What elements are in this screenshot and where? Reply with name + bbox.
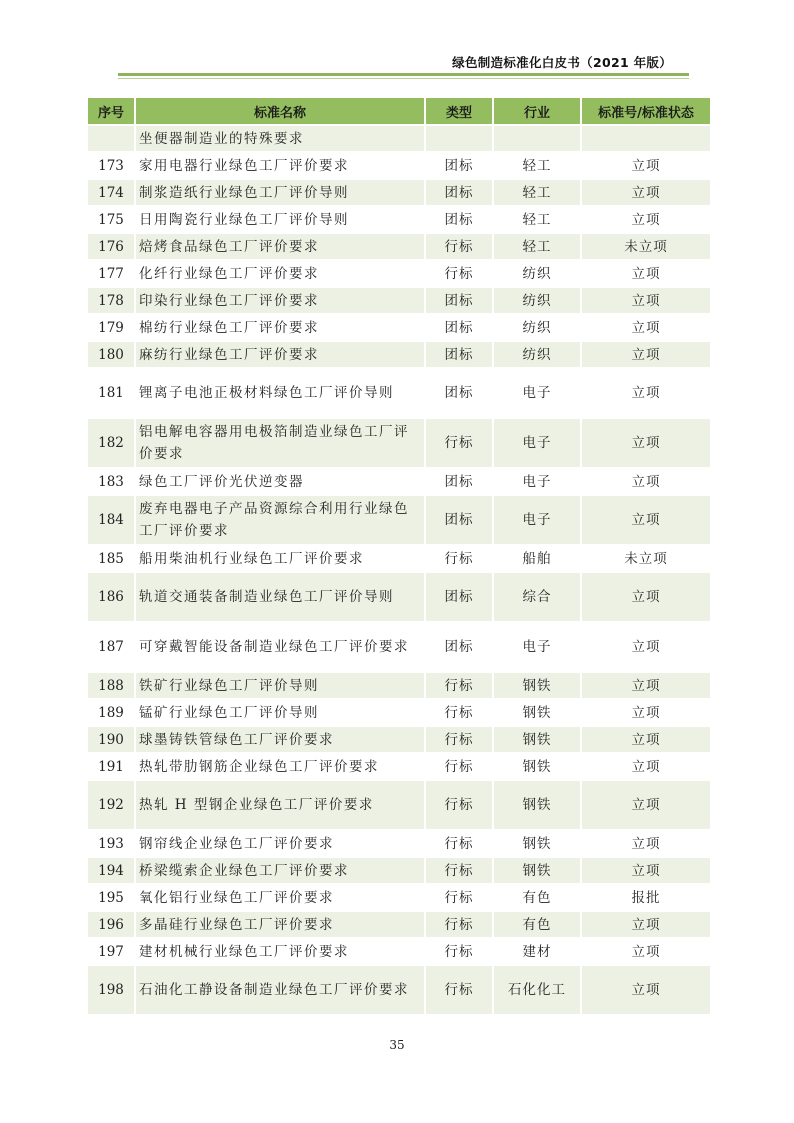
- table-row: [88, 234, 710, 259]
- cell-index: 186: [88, 573, 134, 621]
- cell-status: 立项: [582, 207, 710, 232]
- cell-type: 行标: [426, 831, 492, 856]
- cell-index: 183: [88, 469, 134, 494]
- cell-industry: 电子: [494, 419, 580, 467]
- cell-type: 团标: [426, 369, 492, 417]
- cell-industry: 钢铁: [494, 754, 580, 779]
- cell-type: 行标: [426, 727, 492, 752]
- cell-status: 立项: [582, 966, 710, 1014]
- cell-status: 立项: [582, 573, 710, 621]
- table-row: [88, 754, 710, 779]
- table-row: [88, 469, 710, 494]
- cell-index: 179: [88, 315, 134, 340]
- cell-industry: 电子: [494, 623, 580, 671]
- column-header-type: 类型: [426, 98, 492, 124]
- cell-name: 铁矿行业绿色工厂评价导则: [136, 673, 424, 698]
- cell-index: 192: [88, 781, 134, 829]
- table-header-row: [88, 98, 710, 124]
- cell-industry: 轻工: [494, 207, 580, 232]
- cell-name: 热轧 H 型钢企业绿色工厂评价要求: [136, 781, 424, 829]
- cell-status: 立项: [582, 342, 710, 367]
- cell-type: 行标: [426, 419, 492, 467]
- cell-industry: 石化化工: [494, 966, 580, 1014]
- cell-type: 行标: [426, 885, 492, 910]
- cell-type: 团标: [426, 573, 492, 621]
- cell-name: 日用陶瓷行业绿色工厂评价导则: [136, 207, 424, 232]
- cell-name: 轨道交通装备制造业绿色工厂评价导则: [136, 573, 424, 621]
- table-row: [88, 342, 710, 367]
- cell-status: [582, 126, 710, 151]
- cell-name: 桥梁缆索企业绿色工厂评价要求: [136, 858, 424, 883]
- cell-status: 未立项: [582, 234, 710, 259]
- cell-index: 181: [88, 369, 134, 417]
- table-row: [88, 369, 710, 417]
- cell-status: 立项: [582, 153, 710, 178]
- cell-status: 立项: [582, 469, 710, 494]
- cell-type: 团标: [426, 180, 492, 205]
- cell-type: 团标: [426, 153, 492, 178]
- cell-index: 196: [88, 912, 134, 937]
- cell-industry: 钢铁: [494, 831, 580, 856]
- cell-industry: 纺织: [494, 315, 580, 340]
- cell-type: 行标: [426, 966, 492, 1014]
- table-row: [88, 207, 710, 232]
- cell-name: 印染行业绿色工厂评价要求: [136, 288, 424, 313]
- cell-status: 立项: [582, 180, 710, 205]
- cell-type: 行标: [426, 858, 492, 883]
- cell-industry: 纺织: [494, 288, 580, 313]
- cell-industry: 纺织: [494, 342, 580, 367]
- cell-type: [426, 126, 492, 151]
- table-row: [88, 966, 710, 1014]
- table-row: [88, 573, 710, 621]
- table-row: [88, 912, 710, 937]
- cell-industry: 电子: [494, 369, 580, 417]
- cell-status: 立项: [582, 496, 710, 544]
- cell-status: 立项: [582, 700, 710, 725]
- cell-index: 185: [88, 546, 134, 571]
- table-row: [88, 858, 710, 883]
- cell-type: 行标: [426, 700, 492, 725]
- cell-index: 194: [88, 858, 134, 883]
- header-rule: [118, 73, 689, 76]
- cell-index: 177: [88, 261, 134, 286]
- cell-name: 多晶硅行业绿色工厂评价要求: [136, 912, 424, 937]
- cell-name: 制浆造纸行业绿色工厂评价导则: [136, 180, 424, 205]
- cell-status: 立项: [582, 939, 710, 964]
- cell-name: 热轧带肋钢筋企业绿色工厂评价要求: [136, 754, 424, 779]
- cell-status: 立项: [582, 261, 710, 286]
- cell-industry: 钢铁: [494, 700, 580, 725]
- cell-index: [88, 126, 134, 151]
- cell-industry: 电子: [494, 469, 580, 494]
- standards-table: [86, 96, 712, 1016]
- column-header-status: 标准号/标准状态: [582, 98, 710, 124]
- cell-status: 立项: [582, 858, 710, 883]
- cell-name: 棉纺行业绿色工厂评价要求: [136, 315, 424, 340]
- cell-name: 废弃电器电子产品资源综合利用行业绿色工厂评价要求: [136, 496, 424, 544]
- cell-type: 行标: [426, 261, 492, 286]
- cell-type: 行标: [426, 546, 492, 571]
- cell-index: 190: [88, 727, 134, 752]
- table-row: [88, 885, 710, 910]
- cell-index: 182: [88, 419, 134, 467]
- cell-index: 180: [88, 342, 134, 367]
- cell-type: 行标: [426, 939, 492, 964]
- cell-type: 行标: [426, 912, 492, 937]
- cell-index: 176: [88, 234, 134, 259]
- page-number: 35: [389, 1038, 405, 1052]
- cell-status: 立项: [582, 912, 710, 937]
- table-row: [88, 153, 710, 178]
- cell-name: 可穿戴智能设备制造业绿色工厂评价要求: [136, 623, 424, 671]
- cell-index: 197: [88, 939, 134, 964]
- cell-status: 立项: [582, 419, 710, 467]
- cell-name: 锰矿行业绿色工厂评价导则: [136, 700, 424, 725]
- cell-name: 石油化工静设备制造业绿色工厂评价要求: [136, 966, 424, 1014]
- table-row: [88, 831, 710, 856]
- cell-status: 立项: [582, 754, 710, 779]
- cell-industry: 建材: [494, 939, 580, 964]
- cell-industry: 纺织: [494, 261, 580, 286]
- cell-status: 立项: [582, 831, 710, 856]
- cell-industry: 轻工: [494, 180, 580, 205]
- cell-type: 团标: [426, 207, 492, 232]
- cell-industry: 钢铁: [494, 781, 580, 829]
- table-body: [88, 126, 710, 1014]
- cell-status: 立项: [582, 623, 710, 671]
- cell-index: 174: [88, 180, 134, 205]
- cell-type: 团标: [426, 469, 492, 494]
- table-row: [88, 939, 710, 964]
- cell-index: 198: [88, 966, 134, 1014]
- cell-industry: 有色: [494, 912, 580, 937]
- table-row: [88, 419, 710, 467]
- cell-type: 行标: [426, 781, 492, 829]
- column-header-industry: 行业: [494, 98, 580, 124]
- cell-name: 绿色工厂评价光伏逆变器: [136, 469, 424, 494]
- cell-industry: 钢铁: [494, 858, 580, 883]
- cell-name: 化纤行业绿色工厂评价要求: [136, 261, 424, 286]
- cell-name: 球墨铸铁管绿色工厂评价要求: [136, 727, 424, 752]
- cell-industry: 钢铁: [494, 673, 580, 698]
- cell-name: 坐便器制造业的特殊要求: [136, 126, 424, 151]
- cell-index: 184: [88, 496, 134, 544]
- table-row: [88, 496, 710, 544]
- cell-name: 锂离子电池正极材料绿色工厂评价导则: [136, 369, 424, 417]
- cell-index: 188: [88, 673, 134, 698]
- cell-name: 钢帘线企业绿色工厂评价要求: [136, 831, 424, 856]
- cell-status: 报批: [582, 885, 710, 910]
- cell-index: 173: [88, 153, 134, 178]
- table-row: [88, 126, 710, 151]
- cell-name: 铝电解电容器用电极箔制造业绿色工厂评价要求: [136, 419, 424, 467]
- cell-type: 团标: [426, 623, 492, 671]
- table-row: [88, 781, 710, 829]
- cell-index: 175: [88, 207, 134, 232]
- cell-status: 未立项: [582, 546, 710, 571]
- cell-name: 麻纺行业绿色工厂评价要求: [136, 342, 424, 367]
- table-row: [88, 315, 710, 340]
- cell-name: 焙烤食品绿色工厂评价要求: [136, 234, 424, 259]
- cell-industry: 有色: [494, 885, 580, 910]
- cell-name: 建材机械行业绿色工厂评价要求: [136, 939, 424, 964]
- cell-index: 195: [88, 885, 134, 910]
- cell-type: 团标: [426, 315, 492, 340]
- column-header-name: 标准名称: [136, 98, 424, 124]
- cell-industry: 综合: [494, 573, 580, 621]
- cell-index: 193: [88, 831, 134, 856]
- cell-index: 187: [88, 623, 134, 671]
- cell-status: 立项: [582, 673, 710, 698]
- cell-status: 立项: [582, 288, 710, 313]
- table-row: [88, 546, 710, 571]
- cell-name: 家用电器行业绿色工厂评价要求: [136, 153, 424, 178]
- cell-status: 立项: [582, 727, 710, 752]
- table-row: [88, 288, 710, 313]
- cell-status: 立项: [582, 369, 710, 417]
- table-row: [88, 180, 710, 205]
- cell-industry: 轻工: [494, 234, 580, 259]
- cell-type: 行标: [426, 234, 492, 259]
- cell-industry: 钢铁: [494, 727, 580, 752]
- table-row: [88, 700, 710, 725]
- cell-type: 团标: [426, 496, 492, 544]
- cell-status: 立项: [582, 781, 710, 829]
- cell-industry: 船舶: [494, 546, 580, 571]
- table-row: [88, 623, 710, 671]
- header-rule-thin: [118, 78, 689, 79]
- cell-index: 178: [88, 288, 134, 313]
- cell-type: 团标: [426, 288, 492, 313]
- table-row: [88, 727, 710, 752]
- page-header-title: 绿色制造标准化白皮书（2021 年版）: [452, 55, 672, 70]
- cell-name: 船用柴油机行业绿色工厂评价要求: [136, 546, 424, 571]
- cell-industry: 电子: [494, 496, 580, 544]
- cell-name: 氧化铝行业绿色工厂评价要求: [136, 885, 424, 910]
- cell-industry: 轻工: [494, 153, 580, 178]
- cell-type: 团标: [426, 342, 492, 367]
- column-header-index: 序号: [88, 98, 134, 124]
- cell-status: 立项: [582, 315, 710, 340]
- cell-index: 189: [88, 700, 134, 725]
- table-row: [88, 673, 710, 698]
- table-row: [88, 261, 710, 286]
- cell-type: 行标: [426, 673, 492, 698]
- cell-industry: [494, 126, 580, 151]
- cell-type: 行标: [426, 754, 492, 779]
- cell-index: 191: [88, 754, 134, 779]
